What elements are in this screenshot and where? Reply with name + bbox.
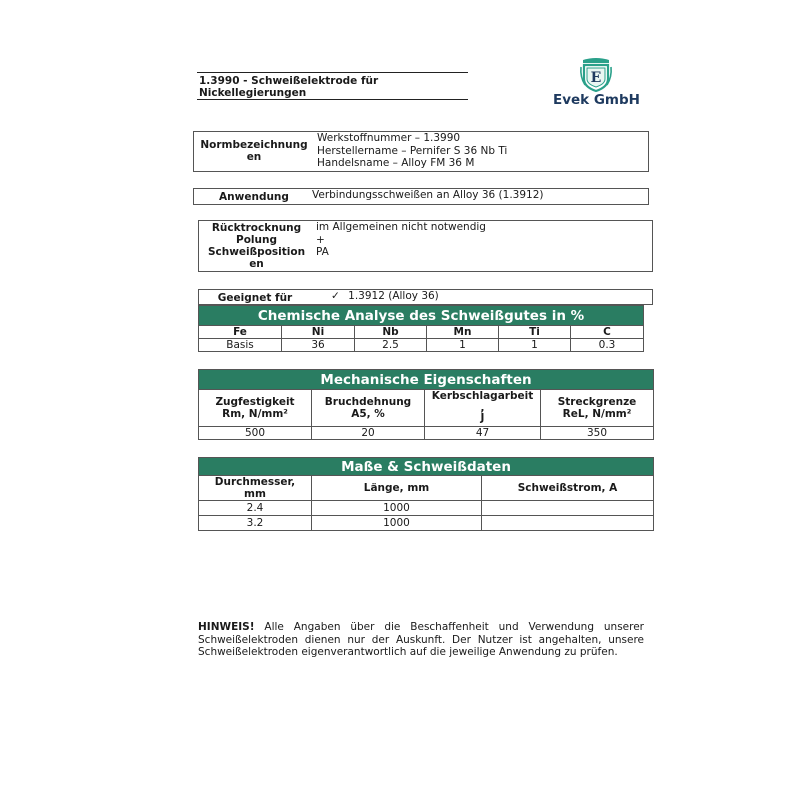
checkmark-icon: ✓: [331, 290, 340, 302]
mechanical-heading: Mechanische Eigenschaften: [199, 370, 654, 390]
current-cell: [482, 501, 654, 516]
mechanical-table: [198, 369, 654, 440]
welding-position-label-line2: en: [249, 258, 264, 270]
designation-line-3: Handelsname – Alloy FM 36 M: [317, 157, 475, 169]
elongation-header-line2: A5, %: [351, 408, 385, 420]
elongation-header: [312, 390, 425, 427]
chem-value-ti: 1: [499, 339, 571, 352]
welding-position-label-line1: Schweißposition: [207, 246, 306, 258]
designation-label-line2: en: [246, 151, 262, 163]
chem-value-fe: Basis: [199, 339, 282, 352]
impact-energy-header-line3: J: [480, 412, 485, 424]
properties-box: [198, 220, 653, 272]
document-title: [199, 75, 467, 99]
current-cell: [482, 516, 654, 531]
document-title-line1: 1.3990 - Schweißelektrode für: [199, 75, 379, 87]
yield-strength-header: [541, 390, 654, 427]
designation-line-1: Werkstoffnummer – 1.3990: [317, 132, 461, 144]
redrying-label: Rücktrocknung: [211, 222, 302, 234]
crest-logo-icon: [579, 57, 613, 93]
polarity-value: +: [316, 233, 325, 246]
document-title-line2: Nickellegierungen: [199, 87, 307, 99]
table-row: [199, 501, 654, 516]
redrying-value: im Allgemeinen nicht notwendig: [316, 221, 486, 233]
length-cell: 1000: [312, 501, 482, 516]
chem-header-nb: Nb: [355, 326, 427, 339]
suitable-value-text: 1.3912 (Alloy 36): [348, 290, 439, 302]
diameter-cell: 3.2: [199, 516, 312, 531]
disclaimer-note: [198, 621, 644, 659]
application-label: Anwendung: [219, 191, 289, 203]
impact-energy-header-line1: Kerbschlagarbeit: [431, 390, 534, 402]
suitable-value: [331, 290, 439, 303]
length-cell: 1000: [312, 516, 482, 531]
designation-label-line1: Normbezeichnung: [200, 139, 308, 151]
elongation-value: 20: [312, 427, 425, 440]
chem-header-ni: Ni: [282, 326, 355, 339]
diameter-header-line1: Durchmesser,: [214, 476, 296, 488]
dimensions-table: [198, 457, 654, 531]
chem-value-nb: 2.5: [355, 339, 427, 352]
title-top-rule: [197, 72, 468, 73]
chem-value-ni: 36: [282, 339, 355, 352]
chem-header-ti: Ti: [499, 326, 571, 339]
company-name: Evek GmbH: [553, 92, 640, 108]
designation-box: [193, 131, 649, 172]
designation-line-2: Herstellername – Pernifer S 36 Nb Ti: [317, 144, 508, 157]
yield-strength-value: 350: [541, 427, 654, 440]
table-row: [199, 516, 654, 531]
properties-labels: [199, 222, 314, 270]
disclaimer-text: Alle Angaben über die Beschaffenheit und Verwendung unserer Schweißelektroden dienen nur der Auskunft. Der Nutzer ist angehalten, unsere Schweißelektroden eigenverantwortlich auf die jeweilige Anwendung zu prüfen.: [198, 621, 644, 658]
properties-values: [316, 221, 486, 259]
diameter-cell: 2.4: [199, 501, 312, 516]
dimensions-heading: Maße & Schweißdaten: [199, 458, 654, 476]
impact-energy-value: 47: [425, 427, 541, 440]
tensile-strength-header-line1: Zugfestigkeit: [215, 396, 295, 408]
chem-header-c: C: [571, 326, 644, 339]
disclaimer-label: HINWEIS!: [198, 621, 255, 633]
title-bottom-rule: [197, 99, 468, 100]
chemistry-heading: Chemische Analyse des Schweißgutes in %: [199, 306, 644, 326]
suitable-label: Geeignet für: [217, 292, 293, 304]
chem-value-c: 0.3: [571, 339, 644, 352]
impact-energy-header-line2: ,: [480, 402, 485, 414]
impact-energy-header: [425, 390, 541, 427]
chem-header-fe: Fe: [199, 326, 282, 339]
chem-value-mn: 1: [427, 339, 499, 352]
yield-strength-header-line1: Streckgrenze: [557, 396, 637, 408]
tensile-strength-header: [199, 390, 312, 427]
application-box: [193, 188, 649, 205]
tensile-strength-value: 500: [199, 427, 312, 440]
chem-header-mn: Mn: [427, 326, 499, 339]
yield-strength-header-line2: ReL, N/mm²: [562, 408, 632, 420]
designation-label: [198, 139, 310, 163]
length-header: Länge, mm: [312, 476, 482, 501]
diameter-header: [199, 476, 312, 501]
svg-text:E: E: [590, 70, 602, 86]
chemistry-table: [198, 305, 644, 352]
suitable-box: [198, 289, 653, 305]
tensile-strength-header-line2: Rm, N/mm²: [222, 408, 288, 420]
welding-position-value: PA: [316, 246, 329, 258]
application-value: Verbindungsschweißen an Alloy 36 (1.3912): [312, 189, 544, 201]
diameter-header-line2: mm: [244, 488, 266, 500]
welding-current-header: Schweißstrom, A: [482, 476, 654, 501]
polarity-label: Polung: [236, 234, 277, 246]
elongation-header-line1: Bruchdehnung: [324, 396, 412, 408]
designation-values: [317, 132, 507, 170]
